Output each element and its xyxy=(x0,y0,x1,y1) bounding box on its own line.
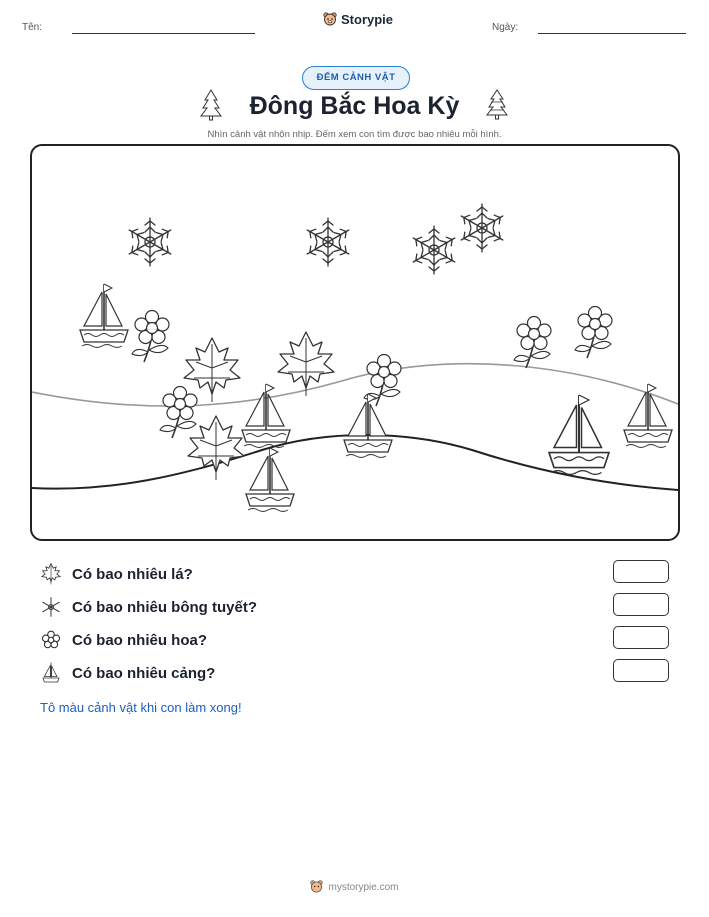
question-text: Có bao nhiêu hoa? xyxy=(72,631,207,649)
sailboat-6 xyxy=(624,384,672,448)
sailboat-icon xyxy=(40,662,62,684)
question-text: Có bao nhiêu bông tuyết? xyxy=(72,598,257,616)
date-label: Ngày: xyxy=(492,22,519,33)
sailboat-5 xyxy=(549,395,609,474)
sailboat-1 xyxy=(80,284,128,348)
answer-box-leaf[interactable] xyxy=(613,560,669,583)
leaf-3 xyxy=(188,416,244,480)
flower-icon xyxy=(40,629,62,651)
footer xyxy=(0,880,709,894)
scene-illustration xyxy=(32,146,678,539)
sailboat-3 xyxy=(344,394,392,458)
flower-1 xyxy=(132,311,169,363)
category-badge: ĐẾM CẢNH VẬT xyxy=(302,66,410,90)
snowflake-4 xyxy=(459,204,506,252)
question-sailboat xyxy=(40,662,215,684)
name-label: Tên: xyxy=(22,22,43,33)
leaf-icon xyxy=(40,563,62,585)
question-flower xyxy=(40,629,207,651)
snowflake-2 xyxy=(305,218,352,266)
leaf-2 xyxy=(278,332,334,396)
name-line[interactable] xyxy=(72,33,255,34)
leaf-1 xyxy=(184,338,240,402)
snowflake-3 xyxy=(411,226,458,274)
coloring-note: Tô màu cảnh vật khi con làm xong! xyxy=(40,700,242,715)
question-snowflake xyxy=(40,596,257,618)
answer-box-flower[interactable] xyxy=(613,626,669,649)
brand-name: Storypie xyxy=(341,12,394,27)
brand-logo xyxy=(323,12,393,27)
page-subtitle: Nhìn cảnh vật nhộn nhịp. Đếm xem con tìm được bao nhiêu mỗi hình. xyxy=(207,129,502,140)
answer-box-sailboat[interactable] xyxy=(613,659,669,682)
flower-2 xyxy=(160,387,197,439)
scene-frame xyxy=(30,144,680,541)
pine-tree-icon-right xyxy=(484,88,510,122)
flower-4 xyxy=(514,317,551,369)
page-title: Đông Bắc Hoa Kỳ xyxy=(249,92,460,120)
snowflake-icon xyxy=(40,596,62,618)
question-leaf xyxy=(40,563,193,585)
flower-5 xyxy=(575,307,612,359)
footer-url[interactable]: mystorypie.com xyxy=(328,881,399,893)
snowflake-1 xyxy=(127,218,174,266)
bear-logo-icon xyxy=(323,12,337,27)
bear-logo-icon xyxy=(310,880,323,894)
date-line[interactable] xyxy=(538,33,686,34)
question-text: Có bao nhiêu cảng? xyxy=(72,664,216,682)
sailboat-2 xyxy=(242,384,290,448)
question-text: Có bao nhiêu lá? xyxy=(72,565,193,583)
answer-box-snowflake[interactable] xyxy=(613,593,669,616)
sailboat-4 xyxy=(246,448,294,512)
